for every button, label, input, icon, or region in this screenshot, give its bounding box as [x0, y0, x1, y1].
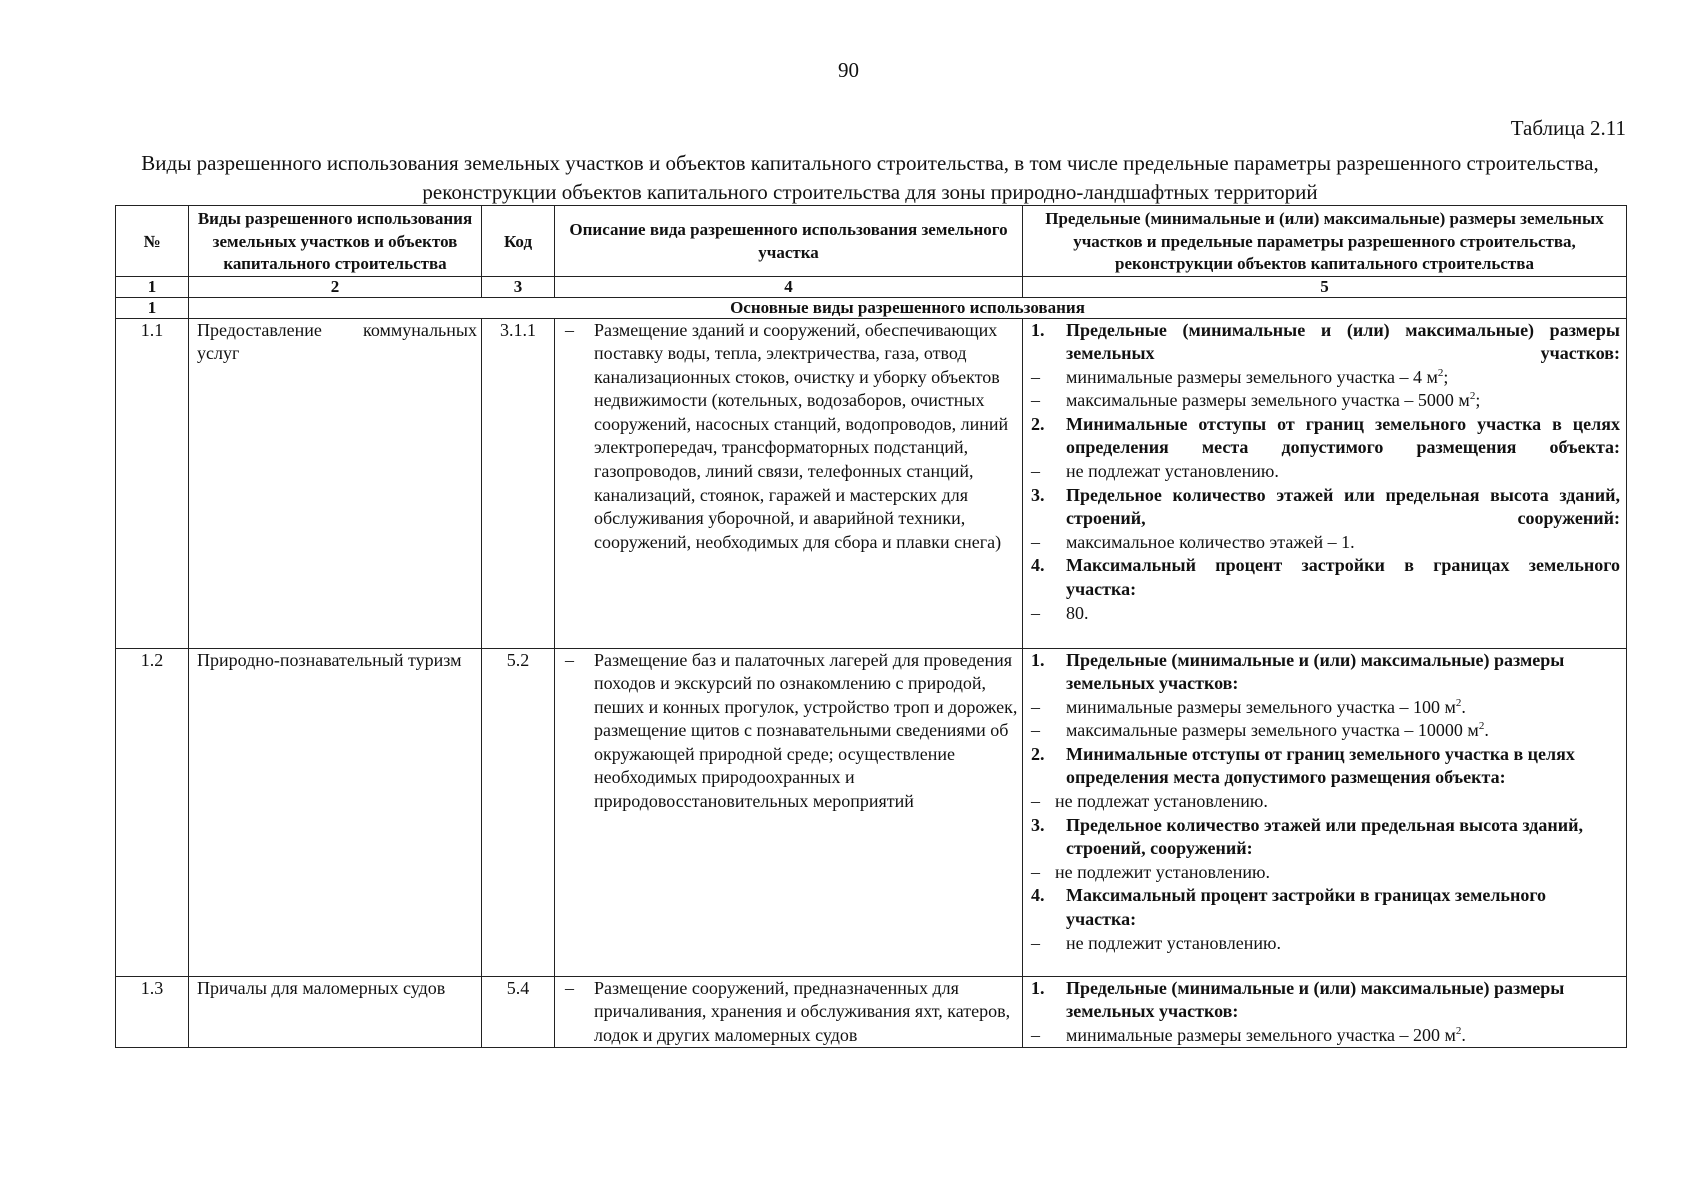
section-title: Основные виды разрешенного использования	[189, 297, 1627, 318]
limits-item: не подлежат установлению.	[1066, 461, 1279, 482]
limits-item: минимальные размеры земельного участка – 100 $м^2$.	[1066, 696, 1466, 717]
limits-heading: Минимальные отступы от границ земельного участка в целях определения места допустимого размещения объекта:	[1066, 743, 1575, 788]
row-number: 1.1	[116, 318, 189, 648]
dash-marker: –	[1031, 720, 1040, 741]
row-limits	[1023, 648, 1627, 976]
header-no: №	[116, 206, 189, 277]
list-marker: 1.	[1031, 977, 1045, 998]
row-use-type: Причалы для маломерных судов	[189, 976, 482, 1048]
list-marker: 2.	[1031, 743, 1045, 764]
dash-marker: –	[1031, 366, 1040, 387]
limits-item: минимальные размеры земельного участка – 200 $м^2$.	[1066, 1024, 1466, 1045]
list-marker: 3.	[1031, 484, 1045, 505]
row-description	[555, 976, 1023, 1048]
land-use-table	[115, 205, 1627, 1048]
row-code: 5.2	[482, 648, 555, 976]
row-use-type	[189, 318, 482, 648]
limits-item: максимальное количество этажей – 1.	[1066, 531, 1355, 552]
row-description	[555, 318, 1023, 648]
dash-marker: –	[1031, 602, 1040, 623]
row-number: 1.3	[116, 976, 189, 1048]
dash-marker: –	[1031, 1024, 1040, 1045]
limits-item: максимальные размеры земельного участка – 5000 $м^2$;	[1066, 390, 1481, 411]
limits-item: не подлежат установлению.	[1055, 791, 1268, 812]
column-number: 5	[1023, 276, 1627, 297]
table-title: Виды разрешенного использования земельных участков и объектов капитального строительства, в том числе предельные параметры разрешенного строительства, реконструкции объектов капитального строительства для зоны природно-ландшафтных территорий	[141, 151, 1599, 204]
column-number: 4	[555, 276, 1023, 297]
dash-marker: –	[1031, 461, 1040, 482]
limits-item: максимальные размеры земельного участка – 10000 $м^2$.	[1066, 720, 1489, 741]
dash-marker: –	[1031, 531, 1040, 552]
description-text: Размещение баз и палаточных лагерей для проведения походов и экскурсий по ознакомлению с природой, пеших и конных прогулок, устройство троп и дорожек, размещение щитов с познавательными сведениями об окружающей природной среде; осуществление необходимых природоохранных и природовосстановительных мероприятий	[594, 649, 1018, 812]
limits-heading: Максимальный процент застройки в границах земельного участка:	[1066, 555, 1620, 600]
limits-heading: Предельное количество этажей или предельная высота зданий, строений, сооружений:	[1066, 484, 1620, 529]
dash-marker: –	[1031, 791, 1040, 812]
column-number: 2	[189, 276, 482, 297]
dash-marker: –	[565, 319, 574, 340]
row-use-type: Природно-познавательный туризм	[189, 648, 482, 976]
limits-heading: Предельные (минимальные и (или) максимальные) размеры земельных участков:	[1066, 977, 1565, 1022]
row-number: 1.2	[116, 648, 189, 976]
list-marker: 3.	[1031, 814, 1045, 835]
list-marker: 1.	[1031, 649, 1045, 670]
table-label: Таблица 2.11	[1510, 116, 1626, 140]
section-row	[116, 297, 1627, 318]
header-code: Код	[482, 206, 555, 277]
dash-marker: –	[565, 649, 574, 670]
dash-marker: –	[565, 977, 574, 998]
description-text: Размещение сооружений, предназначенных для причаливания, хранения и обслуживания яхт, катеров, лодок и других маломерных судов	[594, 977, 1011, 1045]
limits-heading: Максимальный процент застройки в границах земельного участка:	[1066, 885, 1547, 930]
section-number: 1	[116, 297, 189, 318]
row-limits	[1023, 318, 1627, 648]
row-code: 3.1.1	[482, 318, 555, 648]
dash-marker: –	[1031, 696, 1040, 717]
limits-heading: Предельные (минимальные и (или) максимальные) размеры земельных участков:	[1066, 649, 1565, 694]
dash-marker: –	[1031, 932, 1040, 953]
header-limits: Предельные (минимальные и (или) максимальные) размеры земельных участков и предельные параметры разрешенного строительства, реконструкции объектов капитального строительства	[1023, 206, 1627, 277]
header-types: Виды разрешенного использования земельных участков и объектов капитального строительства	[189, 206, 482, 277]
limits-item: не подлежит установлению.	[1066, 932, 1281, 953]
row-code: 5.4	[482, 976, 555, 1048]
table-row	[116, 976, 1627, 1048]
column-number: 3	[482, 276, 555, 297]
row-limits	[1023, 976, 1627, 1048]
list-marker: 1.	[1031, 319, 1045, 340]
table-header-row	[116, 206, 1627, 277]
list-marker: 4.	[1031, 885, 1045, 906]
dash-marker: –	[1031, 861, 1040, 882]
limits-heading: Предельное количество этажей или предельная высота зданий, строений, сооружений:	[1066, 814, 1584, 859]
description-text: Размещение зданий и сооружений, обеспечивающих поставку воды, тепла, электричества, газа, отвод канализационных стоков, очистку и уборку объектов недвижимости (котельных, водозаборов, очистных сооружений, насосных станций, водопроводов, линий электропередач, трансформаторных подстанций, газопроводов, линий связи, телефонных станций, канализаций, стоянок, гаражей и мастерских для обслуживания уборочной, и аварийной техники, сооружений, необходимых для сбора и плавки снега)	[594, 319, 1009, 552]
limits-heading: Минимальные отступы от границ земельного участка в целях определения места допустимого размещения объекта:	[1066, 413, 1620, 458]
limits-item: минимальные размеры земельного участка – 4 $м^2$;	[1066, 366, 1449, 387]
table-row	[116, 648, 1627, 976]
list-marker: 2.	[1031, 413, 1045, 434]
limits-heading: Предельные (минимальные и (или) максимальные) размеры земельных участков:	[1066, 319, 1620, 364]
list-marker: 4.	[1031, 555, 1045, 576]
column-number-row	[116, 276, 1627, 297]
dash-marker: –	[1031, 390, 1040, 411]
header-description: Описание вида разрешенного использования земельного участка	[555, 206, 1023, 277]
limits-item: 80.	[1066, 602, 1089, 623]
page-number: 90	[838, 58, 859, 82]
limits-item: не подлежит установлению.	[1055, 861, 1270, 882]
column-number: 1	[116, 276, 189, 297]
row-description	[555, 648, 1023, 976]
table-row	[116, 318, 1627, 648]
use-type-text: Предоставление коммунальных услуг	[197, 319, 477, 364]
